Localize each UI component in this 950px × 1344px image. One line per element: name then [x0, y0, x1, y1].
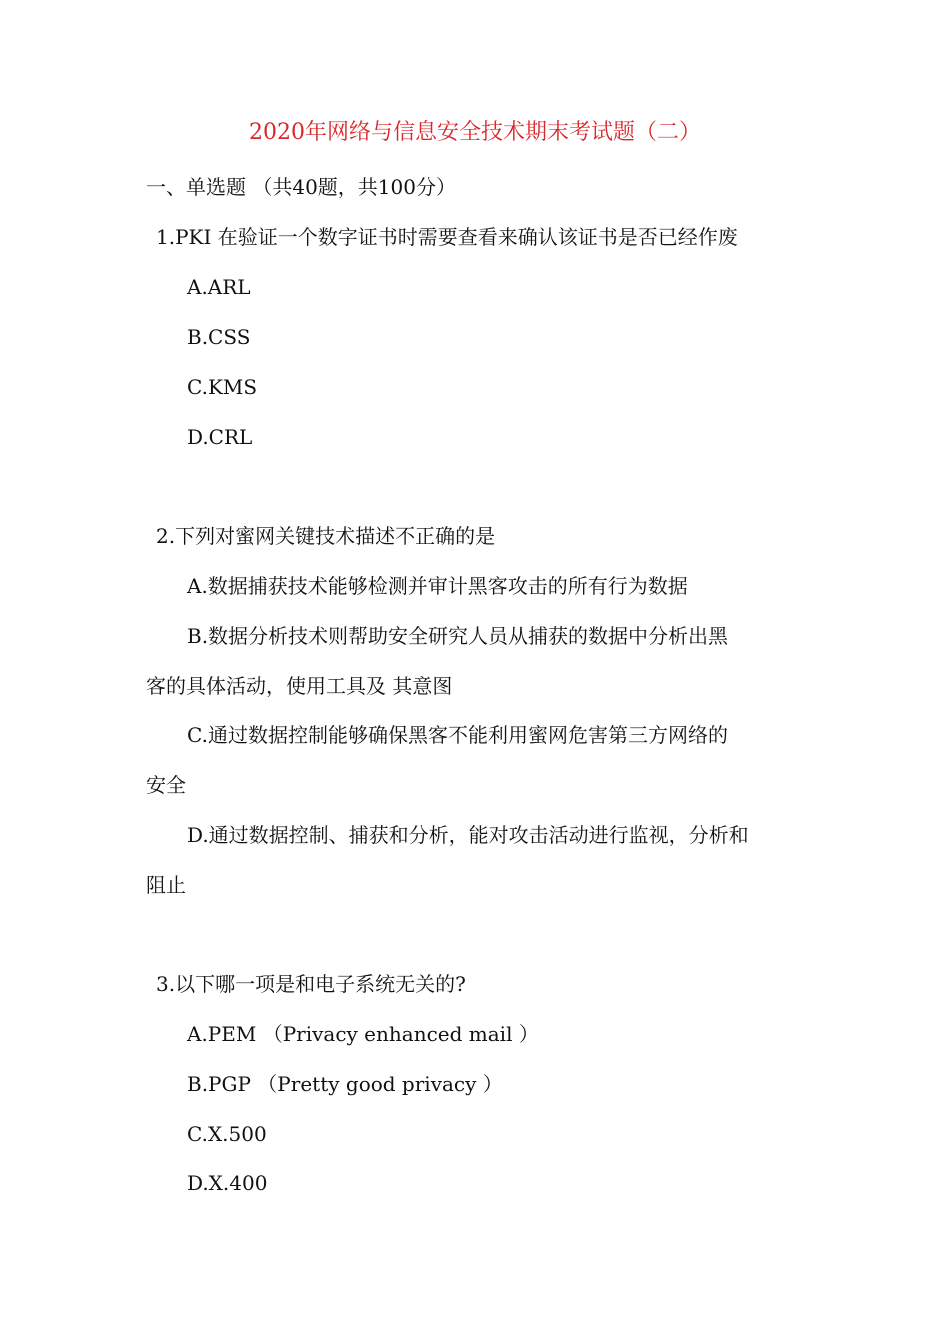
answer-option: D.通过数据控制、捕获和分析，能对攻击活动进行监视，分析和 [187, 823, 749, 847]
page-title: 2020年网络与信息安全技术期末考试题（二） [249, 120, 701, 145]
answer-option-continuation: 安全 [146, 773, 186, 797]
answer-option-continuation: 客的具体活动，使用工具及 其意图 [146, 674, 453, 698]
question-stem: 2.下列对蜜网关键技术描述不正确的是 [156, 524, 496, 548]
answer-option: A.数据捕获技术能够检测并审计黑客攻击的所有行为数据 [187, 574, 688, 598]
answer-option: D.CRL [187, 425, 253, 449]
question-stem: 1.PKI 在验证一个数字证书时需要查看来确认该证书是否已经作废 [156, 225, 738, 249]
answer-option: C.X.500 [187, 1122, 267, 1146]
answer-option: C.通过数据控制能够确保黑客不能利用蜜网危害第三方网络的 [187, 723, 728, 747]
answer-option: B.PGP （Pretty good privacy ） [187, 1072, 503, 1096]
answer-option: A.PEM （Privacy enhanced mail ） [187, 1022, 539, 1046]
section-heading: 一、单选题 （共40题，共100分） [146, 175, 456, 199]
answer-option: D.X.400 [187, 1171, 268, 1195]
answer-option: B.CSS [187, 325, 251, 349]
question-stem: 3.以下哪一项是和电子系统无关的? [156, 972, 466, 996]
answer-option: B.数据分析技术则帮助安全研究人员从捕获的数据中分析出黑 [187, 624, 729, 648]
answer-option: C.KMS [187, 375, 258, 399]
answer-option: A.ARL [187, 275, 251, 299]
answer-option-continuation: 阻止 [146, 873, 186, 897]
